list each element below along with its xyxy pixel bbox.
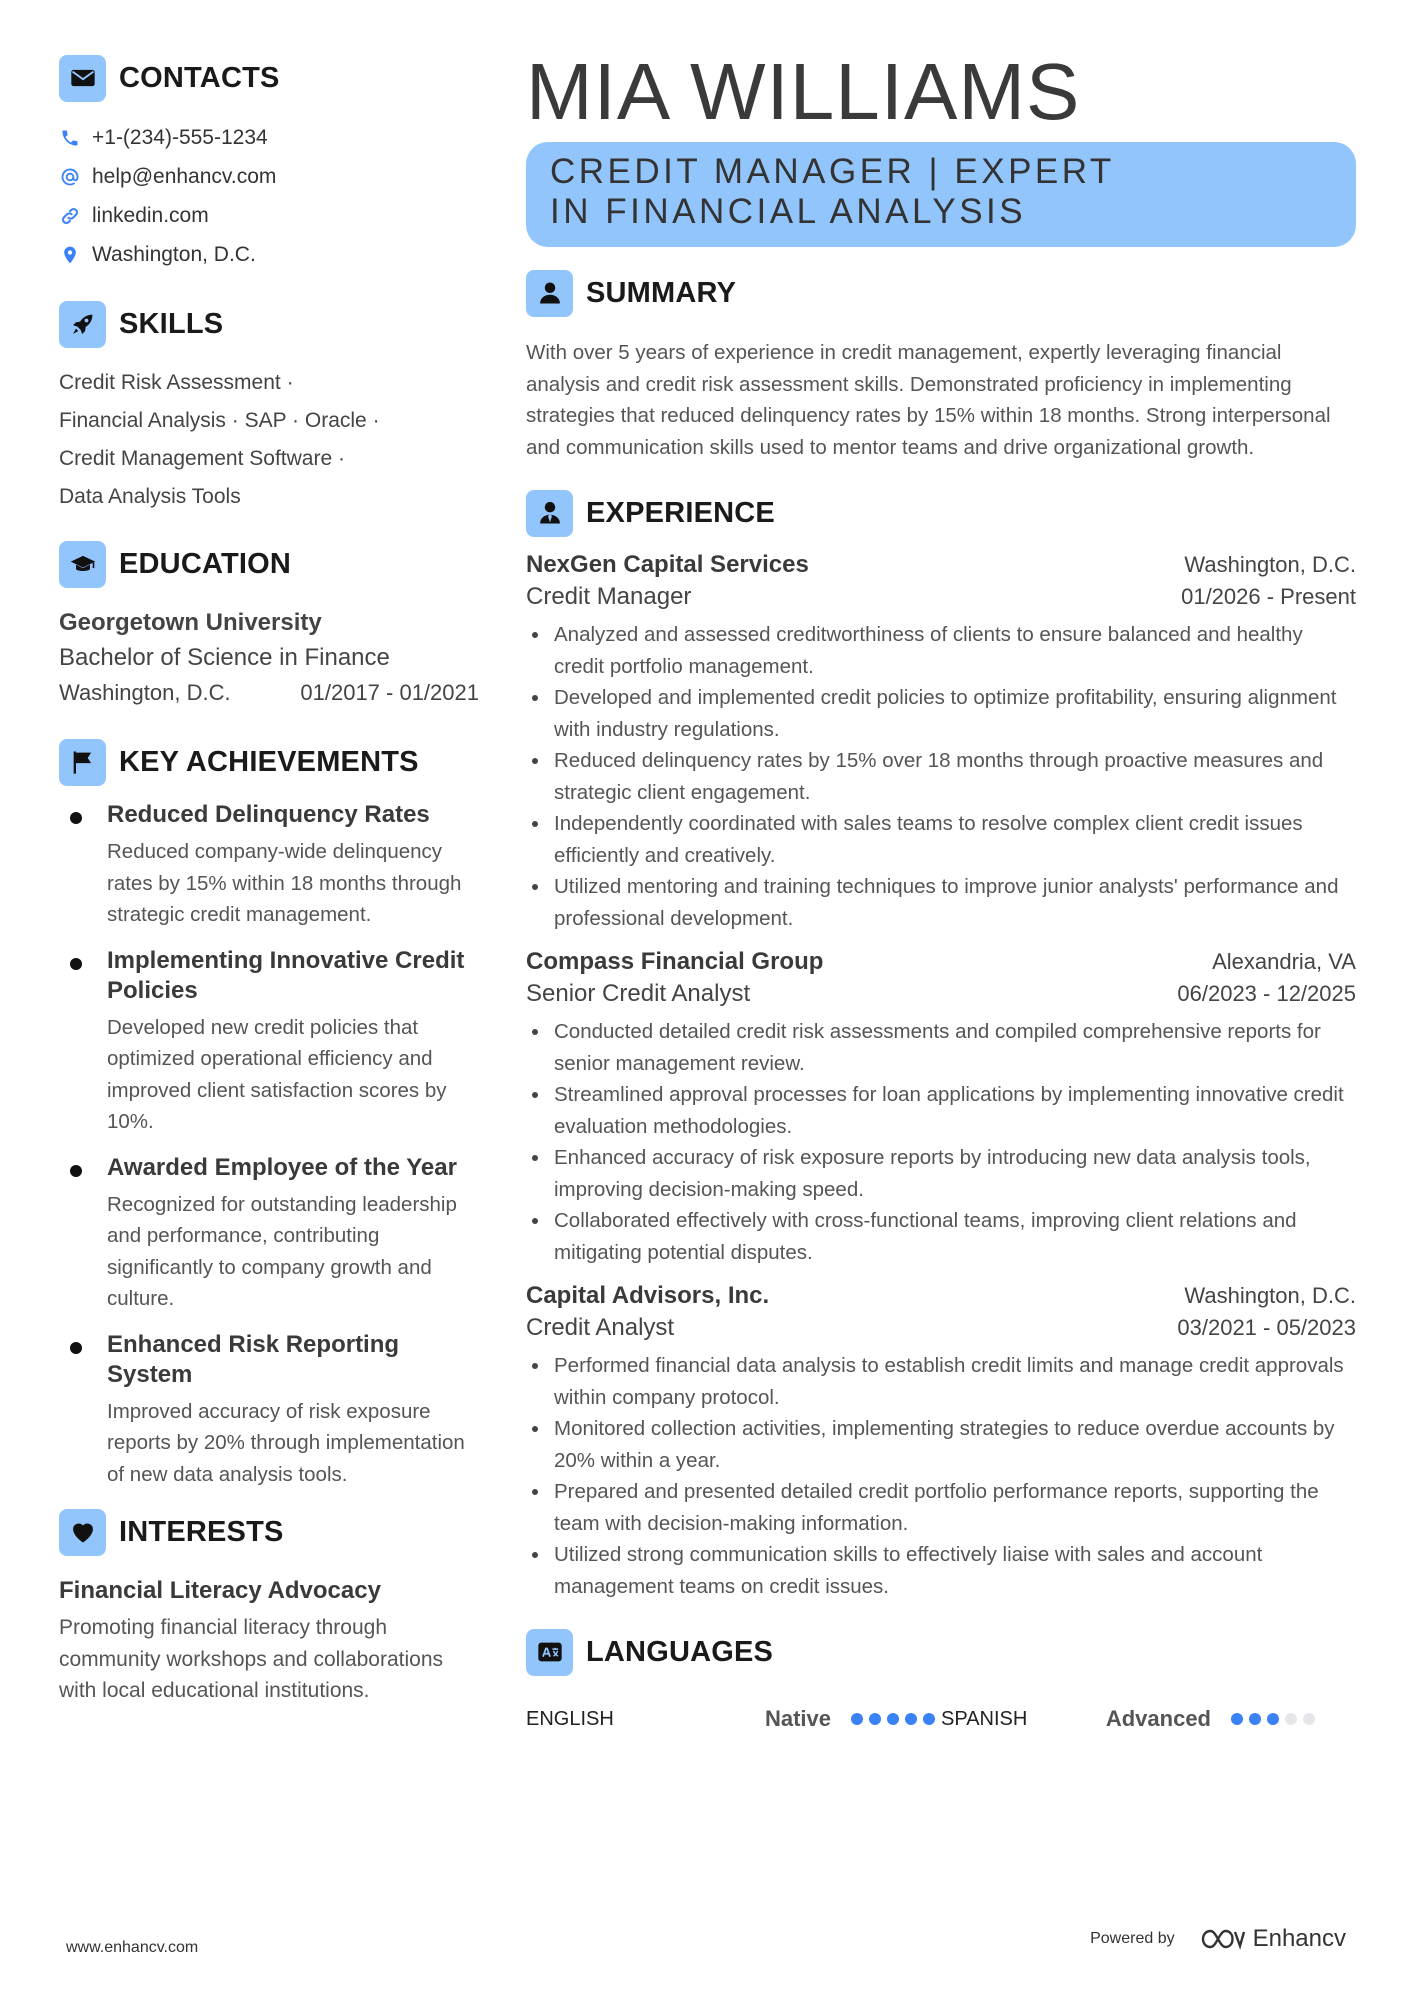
education-location: Washington, D.C.	[59, 680, 231, 705]
at-icon	[59, 166, 81, 188]
experience-section	[526, 489, 1356, 1602]
achievement-title: Awarded Employee of the Year	[107, 1153, 457, 1181]
interests-section	[59, 1508, 479, 1707]
achievement-desc: Recognized for outstanding leadership and performance, contributing significantly to company growth and culture.	[107, 1192, 457, 1310]
skills-title: SKILLS	[119, 307, 224, 340]
rating-dot	[887, 1713, 899, 1725]
achievements-title: KEY ACHIEVEMENTS	[119, 745, 419, 778]
skill-line: Credit Risk Assessment ·	[59, 371, 294, 394]
achievement-desc: Improved accuracy of risk exposure reports by 20% through implementation of new data analysis tools.	[107, 1399, 465, 1486]
job-bullet: Utilized mentoring and training techniques to improve junior analysts' performance and professional development.	[526, 871, 1356, 934]
achievement-item	[59, 1153, 479, 1315]
contacts-title: CONTACTS	[119, 61, 280, 94]
tagline-banner	[526, 142, 1356, 247]
languages-section	[526, 1628, 1356, 1734]
achievement-title: Reduced Delinquency Rates	[107, 801, 430, 828]
job-bullet: Analyzed and assessed creditworthiness of clients to ensure balanced and healthy credit portfolio management.	[526, 619, 1356, 682]
job-location: Washington, D.C.	[1184, 552, 1356, 577]
tagline-text: CREDIT MANAGER | EXPERT IN FINANCIAL ANALYSIS	[550, 152, 1115, 231]
interest-item	[59, 1574, 479, 1707]
job-dates: 01/2026 - Present	[1181, 584, 1356, 609]
interests-header	[59, 1508, 479, 1556]
job-title: Credit Analyst	[526, 1314, 675, 1341]
job-bullet: Utilized strong communication skills to effectively liaise with sales and account management teams on credit issues.	[526, 1539, 1356, 1602]
heart-icon	[59, 1509, 106, 1556]
job-bullets	[526, 1350, 1356, 1602]
interests-title: INTERESTS	[119, 1515, 284, 1548]
flag-icon	[59, 739, 106, 786]
language-rating	[851, 1713, 941, 1725]
achievement-item	[59, 800, 479, 931]
job-location: Alexandria, VA	[1212, 949, 1356, 974]
location-icon	[59, 244, 81, 266]
language-rating	[1231, 1713, 1321, 1725]
job-bullet: Reduced delinquency rates by 15% over 18 months through proactive measures and strategic client engagement.	[526, 745, 1356, 808]
achievement-title: Enhanced Risk Reporting System	[107, 1330, 400, 1388]
job-bullets	[526, 619, 1356, 934]
skills-header	[59, 300, 479, 348]
summary-header	[526, 269, 1356, 317]
job-header	[526, 948, 1356, 980]
right-column	[526, 47, 1356, 1734]
job-entry	[526, 551, 1356, 934]
skills-list	[59, 364, 479, 516]
translate-icon	[526, 1629, 573, 1676]
envelope-icon	[59, 55, 106, 102]
job-bullet: Streamlined approval processes for loan applications by implementing innovative credit evaluation methodologies.	[526, 1079, 1356, 1142]
language-level: Advanced	[1105, 1706, 1211, 1731]
powered-by-text: Powered by	[1090, 1930, 1175, 1947]
contact-list	[59, 118, 479, 274]
job-company: NexGen Capital Services	[526, 551, 809, 578]
job-bullet: Enhanced accuracy of risk exposure reports by introducing new data analysis tools, improving decision-making speed.	[526, 1142, 1356, 1205]
link-icon	[59, 205, 81, 227]
rating-dot	[923, 1713, 935, 1725]
job-location: Washington, D.C.	[1184, 1283, 1356, 1308]
contacts-header	[59, 54, 479, 102]
education-dates: 01/2017 - 01/2021	[300, 680, 479, 705]
language-name: ENGLISH	[526, 1707, 614, 1730]
footer-branding	[1090, 1925, 1346, 1953]
bullet-dot	[70, 1165, 82, 1177]
contact-phone[interactable]	[59, 118, 479, 157]
language-item	[941, 1706, 1356, 1732]
contacts-section	[59, 54, 479, 274]
education-degree: Bachelor of Science in Finance	[59, 644, 390, 671]
job-bullet: Collaborated effectively with cross-functional teams, improving client relations and mitigating potential disputes.	[526, 1205, 1356, 1268]
summary-text: With over 5 years of experience in credit management, expertly leveraging financial analysis and credit risk assessment skills. Demonstrated proficiency in implementing strategies that reduced delinquency rates by 15% within 18 months. Strong interpersonal and communication skills used to mentor teams and drive organizational growth.	[526, 341, 1331, 459]
user-icon	[526, 270, 573, 317]
skill-line: Credit Management Software ·	[59, 447, 345, 470]
education-title: EDUCATION	[119, 547, 292, 580]
rocket-icon	[59, 301, 106, 348]
job-dates: 06/2023 - 12/2025	[1177, 981, 1356, 1006]
contact-email-text: help@enhancv.com	[92, 164, 277, 188]
education-entry	[59, 606, 479, 710]
job-entry	[526, 948, 1356, 1268]
enhancv-logo[interactable]	[1199, 1925, 1346, 1953]
achievement-desc: Developed new credit policies that optimized operational efficiency and improved client satisfaction scores by 10%.	[107, 1015, 447, 1133]
contact-location-text: Washington, D.C.	[92, 242, 256, 266]
contact-linkedin-text: linkedin.com	[92, 203, 209, 227]
job-bullet: Independently coordinated with sales teams to resolve complex client credit issues efficiently and creatively.	[526, 808, 1356, 871]
languages-title: LANGUAGES	[586, 1635, 774, 1668]
graduation-cap-icon	[59, 541, 106, 588]
job-title: Credit Manager	[526, 583, 692, 610]
summary-title: SUMMARY	[586, 276, 737, 309]
contact-email[interactable]	[59, 157, 479, 196]
job-header	[526, 551, 1356, 583]
job-bullet: Conducted detailed credit risk assessments and compiled comprehensive reports for senior management review.	[526, 1016, 1356, 1079]
achievements-section	[59, 738, 479, 1490]
job-bullet: Monitored collection activities, implementing strategies to reduce overdue accounts by 20% within a year.	[526, 1413, 1356, 1476]
contact-phone-text: +1-(234)-555-1234	[92, 125, 268, 149]
phone-icon	[59, 127, 81, 149]
job-bullet: Developed and implemented credit policies to optimize profitability, ensuring alignment with industry regulations.	[526, 682, 1356, 745]
brand-name: Enhancv	[1252, 1925, 1346, 1952]
rating-dot	[1285, 1713, 1297, 1725]
skill-line: Data Analysis Tools	[59, 485, 241, 508]
experience-title: EXPERIENCE	[586, 496, 775, 529]
language-level: Native	[764, 1706, 831, 1731]
rating-dot	[1249, 1713, 1261, 1725]
achievement-item	[59, 1330, 479, 1491]
job-bullet: Prepared and presented detailed credit portfolio performance reports, supporting the team with decision-making information.	[526, 1476, 1356, 1539]
education-school: Georgetown University	[59, 609, 322, 636]
job-dates: 03/2021 - 05/2023	[1177, 1315, 1356, 1340]
rating-dot	[851, 1713, 863, 1725]
summary-section	[526, 269, 1356, 463]
education-section	[59, 540, 479, 710]
enhancv-logo-icon	[1199, 1926, 1245, 1952]
skills-section	[59, 300, 479, 516]
rating-dot	[905, 1713, 917, 1725]
job-company: Capital Advisors, Inc.	[526, 1282, 770, 1309]
achievement-item	[59, 946, 479, 1138]
job-subheader	[526, 1314, 1356, 1348]
education-header	[59, 540, 479, 588]
job-title: Senior Credit Analyst	[526, 980, 751, 1007]
job-subheader	[526, 583, 1356, 617]
job-entry	[526, 1282, 1356, 1602]
experience-header	[526, 489, 1356, 537]
achievement-title: Implementing Innovative Credit Policies	[107, 946, 465, 1004]
bullet-dot	[70, 958, 82, 970]
footer-website[interactable]: www.enhancv.com	[66, 1939, 199, 1956]
job-subheader	[526, 980, 1356, 1014]
language-item	[526, 1706, 941, 1732]
rating-dot	[1267, 1713, 1279, 1725]
rating-dot	[869, 1713, 881, 1725]
job-company: Compass Financial Group	[526, 948, 824, 975]
contact-linkedin[interactable]	[59, 196, 479, 235]
job-bullets	[526, 1016, 1356, 1268]
achievements-list	[59, 800, 479, 1490]
languages-row	[526, 1704, 1356, 1734]
job-bullet: Performed financial data analysis to establish credit limits and manage credit approvals within company protocol.	[526, 1350, 1356, 1413]
contact-location	[59, 235, 479, 274]
language-name: SPANISH	[941, 1707, 1028, 1730]
interest-desc: Promoting financial literacy through community workshops and collaborations with local educational institutions.	[59, 1616, 444, 1702]
education-meta	[59, 676, 479, 710]
achievements-header	[59, 738, 479, 786]
bullet-dot	[70, 812, 82, 824]
rating-dot	[1231, 1713, 1243, 1725]
user-tie-icon	[526, 490, 573, 537]
languages-header	[526, 1628, 1356, 1676]
achievement-desc: Reduced company-wide delinquency rates by 15% within 18 months through strategic credit management.	[107, 840, 462, 926]
candidate-name: MIA WILLIAMS	[526, 47, 1081, 136]
rating-dot	[1303, 1713, 1315, 1725]
left-column	[59, 54, 479, 1707]
bullet-dot	[70, 1342, 82, 1354]
skill-line: Financial Analysis · SAP · Oracle ·	[59, 409, 380, 432]
interest-title: Financial Literacy Advocacy	[59, 1577, 381, 1604]
job-header	[526, 1282, 1356, 1314]
